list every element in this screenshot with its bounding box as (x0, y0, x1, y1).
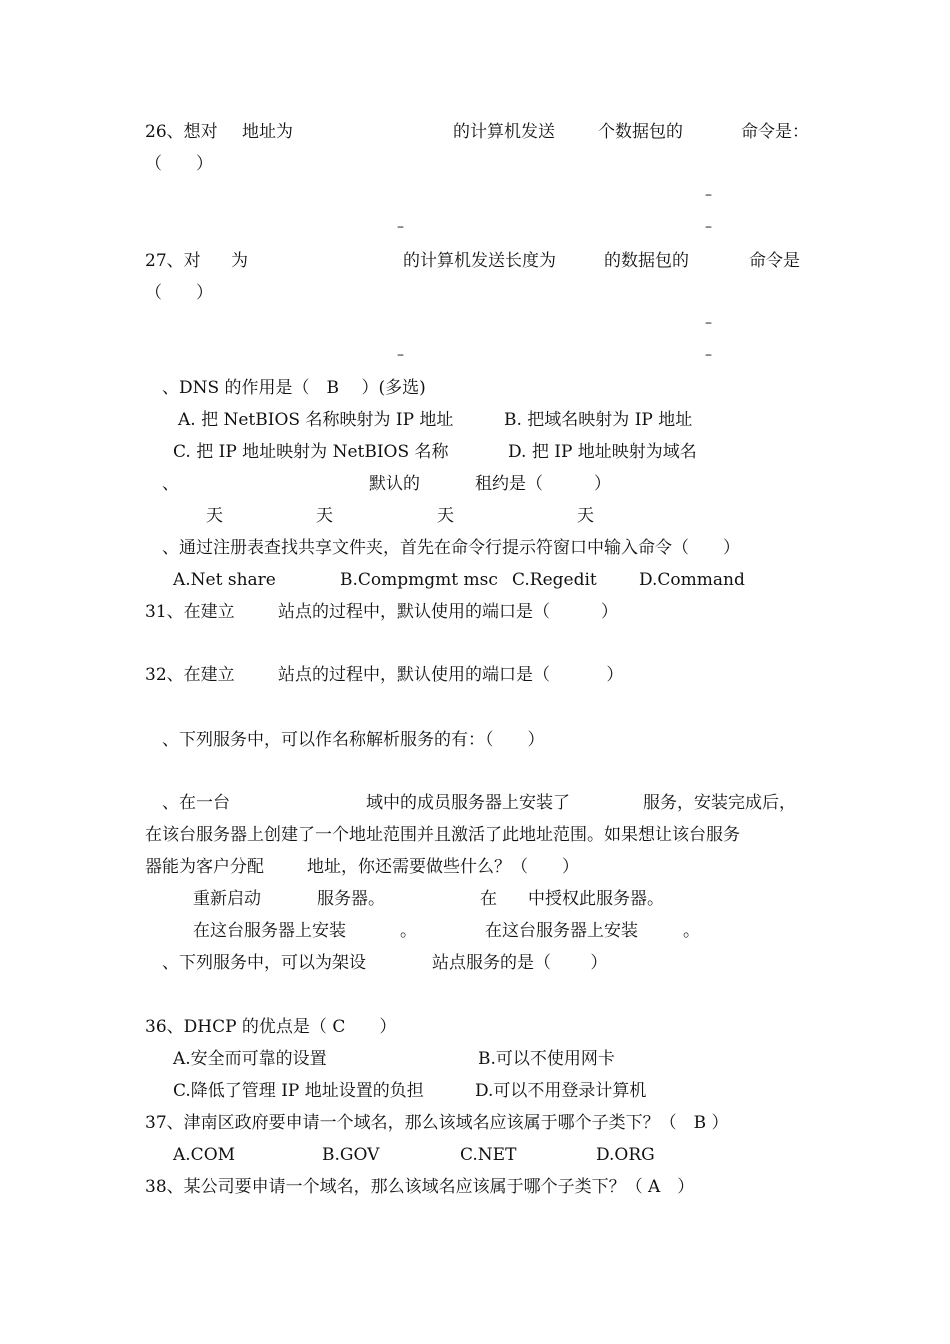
q29-option-c: 天 (437, 506, 454, 526)
q32-text: 站点的过程中，默认使用的端口是（ ） (278, 665, 624, 685)
q30-question: 、通过注册表查找共享文件夹，首先在命令行提示符窗口中输入命令（ ） (162, 538, 740, 558)
q28-question: 、DNS 的作用是（ B ）(多选) (162, 378, 426, 398)
q35-question: 、下列服务中，可以为架设 (162, 953, 366, 973)
q34-option-d: 在这台服务器上安装 (485, 921, 638, 941)
q34-text: 在该台服务器上创建了一个地址范围并且激活了此地址范围。如果想让该台服务 (145, 825, 740, 845)
blank-dash: – (397, 219, 404, 235)
q35-text: 站点服务的是（ ） (432, 953, 608, 973)
q26-answer-paren: （ ） (145, 154, 213, 174)
q34-text: 地址，你还需要做些什么？（ ） (307, 857, 579, 877)
q36-question: 36、DHCP 的优点是（ C ） (145, 1017, 397, 1037)
q28-option-a: A. 把 NetBIOS 名称映射为 IP 地址 (178, 410, 454, 430)
q37-option-b: B.GOV (322, 1145, 380, 1165)
q33-question: 、下列服务中，可以作名称解析服务的有：（ ） (162, 730, 545, 750)
q36-option-d: D.可以不用登录计算机 (475, 1081, 647, 1101)
q29-text: 默认的 (369, 474, 420, 494)
q34-option-d: 。 (683, 921, 700, 941)
q27-text: 为 (231, 251, 248, 271)
q26-text: 地址为 (242, 122, 293, 142)
q36-option-c: C.降低了管理 IP 地址设置的负担 (173, 1081, 424, 1101)
q30-option-c: C.Regedit (512, 570, 597, 590)
blank-dash: – (705, 187, 712, 203)
q26-text: 的计算机发送 (453, 122, 555, 142)
q31-number: 31、在建立 (145, 602, 235, 622)
q30-option-b: B.Compmgmt msc (340, 570, 498, 590)
q34-option-a: 服务器。 (317, 889, 385, 909)
q29-option-d: 天 (577, 506, 594, 526)
q38-question: 38、某公司要申请一个域名，那么该域名应该属于哪个子类下？（ A ） (145, 1177, 695, 1197)
blank-dash: – (705, 219, 712, 235)
q29-text: 租约是（ ） (475, 474, 611, 494)
q29-option-b: 天 (316, 506, 333, 526)
q37-option-c: C.NET (460, 1145, 517, 1165)
q31-text: 站点的过程中，默认使用的端口是（ ） (278, 602, 618, 622)
q28-option-c: C. 把 IP 地址映射为 NetBIOS 名称 (173, 442, 449, 462)
q27-number: 27、对 (145, 251, 201, 271)
q28-option-d: D. 把 IP 地址映射为域名 (508, 442, 697, 462)
q37-option-d: D.ORG (596, 1145, 655, 1165)
q34-option-c: 。 (400, 921, 417, 941)
q34-option-b: 在 (480, 889, 497, 909)
q29-option-a: 天 (206, 506, 223, 526)
q26-text: 个数据包的 (598, 122, 683, 142)
q34-number: 、在一台 (162, 793, 230, 813)
q30-option-d: D.Command (639, 570, 745, 590)
q29-number: 、 (162, 474, 179, 494)
q26-text: 命令是： (741, 122, 809, 142)
q27-answer-paren: （ ） (145, 283, 213, 303)
q34-option-a: 重新启动 (193, 889, 261, 909)
q34-text: 器能为客户分配 (145, 857, 264, 877)
q27-text: 的计算机发送长度为 (403, 251, 556, 271)
q27-text: 的数据包的 (604, 251, 689, 271)
q36-option-b: B.可以不使用网卡 (478, 1049, 615, 1069)
q28-option-b: B. 把域名映射为 IP 地址 (504, 410, 693, 430)
q30-option-a: A.Net share (173, 570, 276, 590)
q34-option-b: 中授权此服务器。 (528, 889, 664, 909)
blank-dash: – (705, 347, 712, 363)
q32-number: 32、在建立 (145, 665, 235, 685)
q34-text: 服务，安装完成后， (643, 793, 796, 813)
q26-number: 26、想对 (145, 122, 218, 142)
q37-question: 37、津南区政府要申请一个域名，那么该域名应该属于哪个子类下？（ B ） (145, 1113, 729, 1133)
q27-text: 命令是 (749, 251, 800, 271)
blank-dash: – (397, 347, 404, 363)
blank-dash: – (705, 315, 712, 331)
q37-option-a: A.COM (173, 1145, 236, 1165)
q34-text: 域中的成员服务器上安装了 (366, 793, 570, 813)
q36-option-a: A.安全而可靠的设置 (173, 1049, 327, 1069)
q34-option-c: 在这台服务器上安装 (193, 921, 346, 941)
